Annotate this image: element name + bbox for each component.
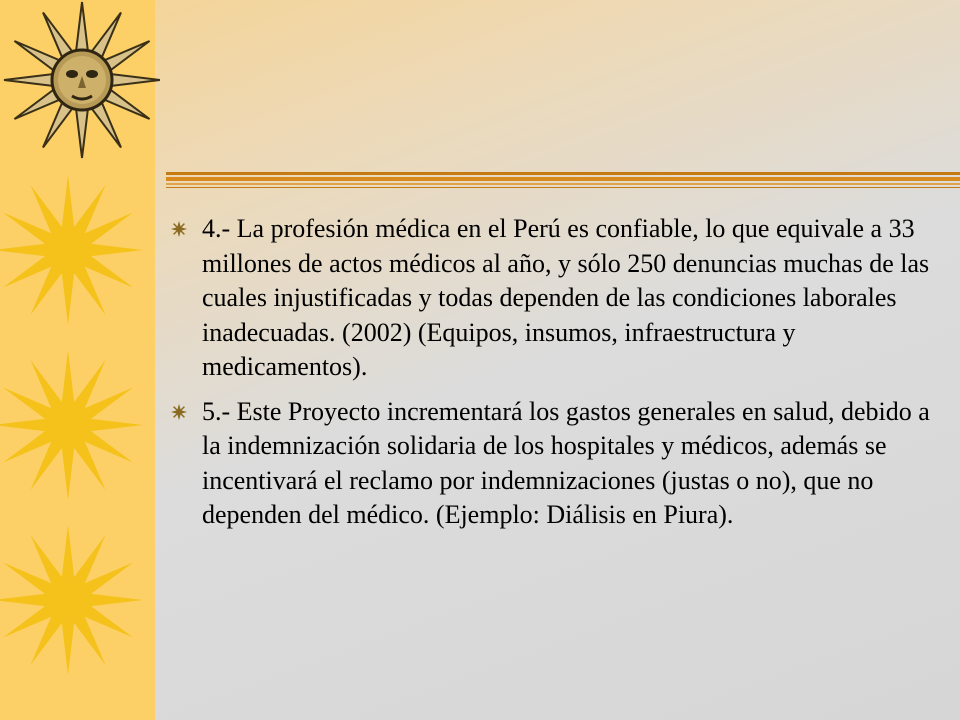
sun-icon	[0, 175, 143, 325]
title-divider	[166, 183, 960, 185]
star-bullet-icon	[170, 403, 188, 421]
sun-icon	[0, 525, 143, 675]
sun-icon	[0, 350, 143, 500]
bullet-list	[170, 212, 940, 543]
bullet-text: 5.- Este Proyecto incrementará los gastos generales en salud, debido a la indemnización solidaria de los hospitales y médicos, además se incentivará el reclamo por indemnizaciones (justas o no), que no dependen del médico. (Ejemplo: Diálisis en Piura).	[202, 396, 930, 529]
title-divider	[166, 177, 960, 181]
sun-decorations	[0, 0, 160, 720]
bullet-item	[170, 212, 940, 385]
sun-face-icon	[4, 2, 160, 158]
bullet-item	[170, 395, 940, 533]
bullet-text: 4.- La profesión médica en el Perú es confiable, lo que equivale a 33 millones de actos médicos al año, y sólo 250 denuncias muchas de las cuales injustificadas y todas dependen de las condiciones laborales inadecuadas. (2002) (Equipos, insumos, infraestructura y medicamentos).	[202, 214, 930, 381]
star-bullet-icon	[170, 220, 188, 238]
title-divider	[166, 172, 960, 175]
title-divider	[166, 187, 960, 188]
